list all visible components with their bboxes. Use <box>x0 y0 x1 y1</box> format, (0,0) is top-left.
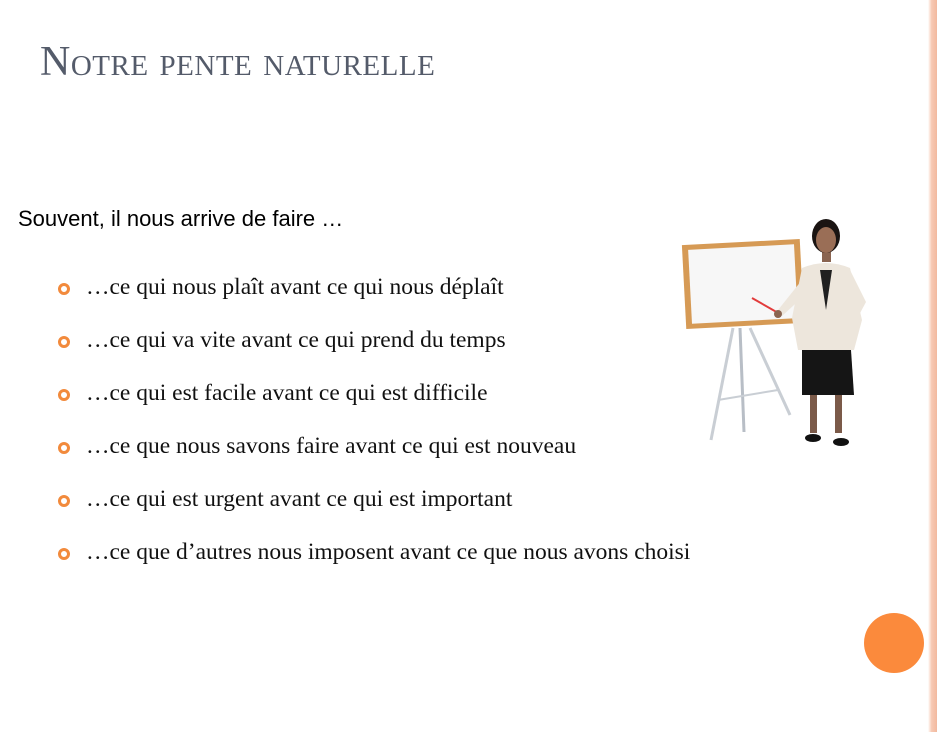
bullet-icon <box>58 442 70 454</box>
slide-title: Notre pente naturelle <box>40 39 436 85</box>
list-item <box>58 526 690 579</box>
list-item <box>58 420 690 473</box>
bullet-text: …ce qui nous plaît avant ce qui nous déplaît <box>86 274 504 300</box>
bullet-icon <box>58 283 70 295</box>
bullet-text: …ce qui est urgent avant ce qui est important <box>86 486 513 512</box>
right-edge-stripe <box>928 0 937 732</box>
decorative-orange-circle <box>864 613 924 673</box>
bullet-icon <box>58 495 70 507</box>
bullet-text: …ce qui est facile avant ce qui est difficile <box>86 380 488 406</box>
list-item <box>58 314 690 367</box>
list-item <box>58 261 690 314</box>
bullet-text: …ce que d’autres nous imposent avant ce que nous avons choisi <box>86 539 691 565</box>
list-item <box>58 367 690 420</box>
bullet-text: …ce que nous savons faire avant ce qui est nouveau <box>86 433 577 459</box>
bullet-list <box>58 261 690 579</box>
bullet-icon <box>58 336 70 348</box>
presenter-illustration-icon <box>678 210 898 455</box>
bullet-icon <box>58 548 70 560</box>
intro-text: Souvent, il nous arrive de faire … <box>18 206 344 231</box>
list-item <box>58 473 690 526</box>
bullet-icon <box>58 389 70 401</box>
bullet-text: …ce qui va vite avant ce qui prend du temps <box>86 327 506 353</box>
